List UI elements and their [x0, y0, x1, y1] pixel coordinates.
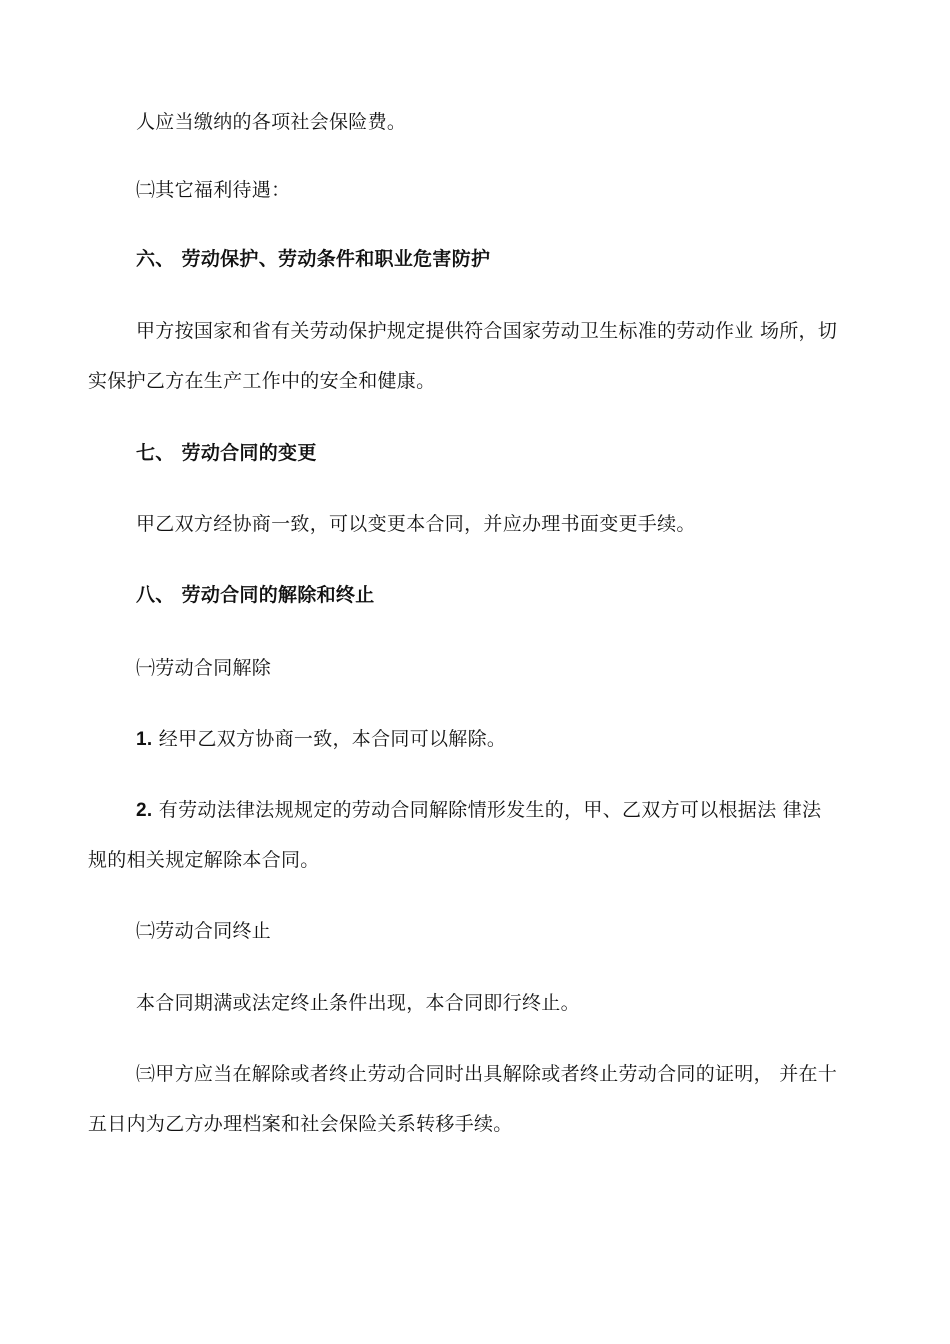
list-number: 2.: [136, 800, 153, 821]
paragraph-line: 规的相关规定解除本合同。: [88, 849, 320, 871]
section-heading-7: 七、 劳动合同的变更: [136, 442, 317, 464]
list-item-text: 有劳动法律法规规定的劳动合同解除情形发生的，甲、乙双方可以根据法 律法: [158, 799, 822, 821]
paragraph-line: ㈢甲方应当在解除或者终止劳动合同时出具解除或者终止劳动合同的证明， 并在十: [136, 1063, 838, 1085]
paragraph-line: 五日内为乙方办理档案和社会保险关系转移手续。: [88, 1113, 513, 1135]
subsection-title: ㈡其它福利待遇：: [136, 179, 291, 201]
list-item: [136, 798, 821, 823]
subsection-title: ㈠劳动合同解除: [136, 657, 272, 679]
paragraph-line: 甲乙双方经协商一致，可以变更本合同，并应办理书面变更手续。: [136, 513, 696, 535]
list-item: [136, 727, 506, 752]
paragraph-line: 本合同期满或法定终止条件出现，本合同即行终止。: [136, 992, 580, 1014]
list-item-text: 经甲乙双方协商一致，本合同可以解除。: [158, 728, 507, 750]
paragraph-line: 实保护乙方在生产工作中的安全和健康。: [88, 370, 436, 392]
subsection-title: ㈡劳动合同终止: [136, 920, 272, 942]
list-number: 1.: [136, 729, 153, 750]
paragraph-line: 甲方按国家和省有关劳动保护规定提供符合国家劳动卫生标准的劳动作业 场所，切: [136, 320, 838, 342]
section-heading-8: 八、 劳动合同的解除和终止: [136, 584, 375, 606]
paragraph-line: 人应当缴纳的各项社会保险费。: [136, 111, 407, 133]
section-heading-6: 六、 劳动保护、劳动条件和职业危害防护: [136, 248, 491, 270]
